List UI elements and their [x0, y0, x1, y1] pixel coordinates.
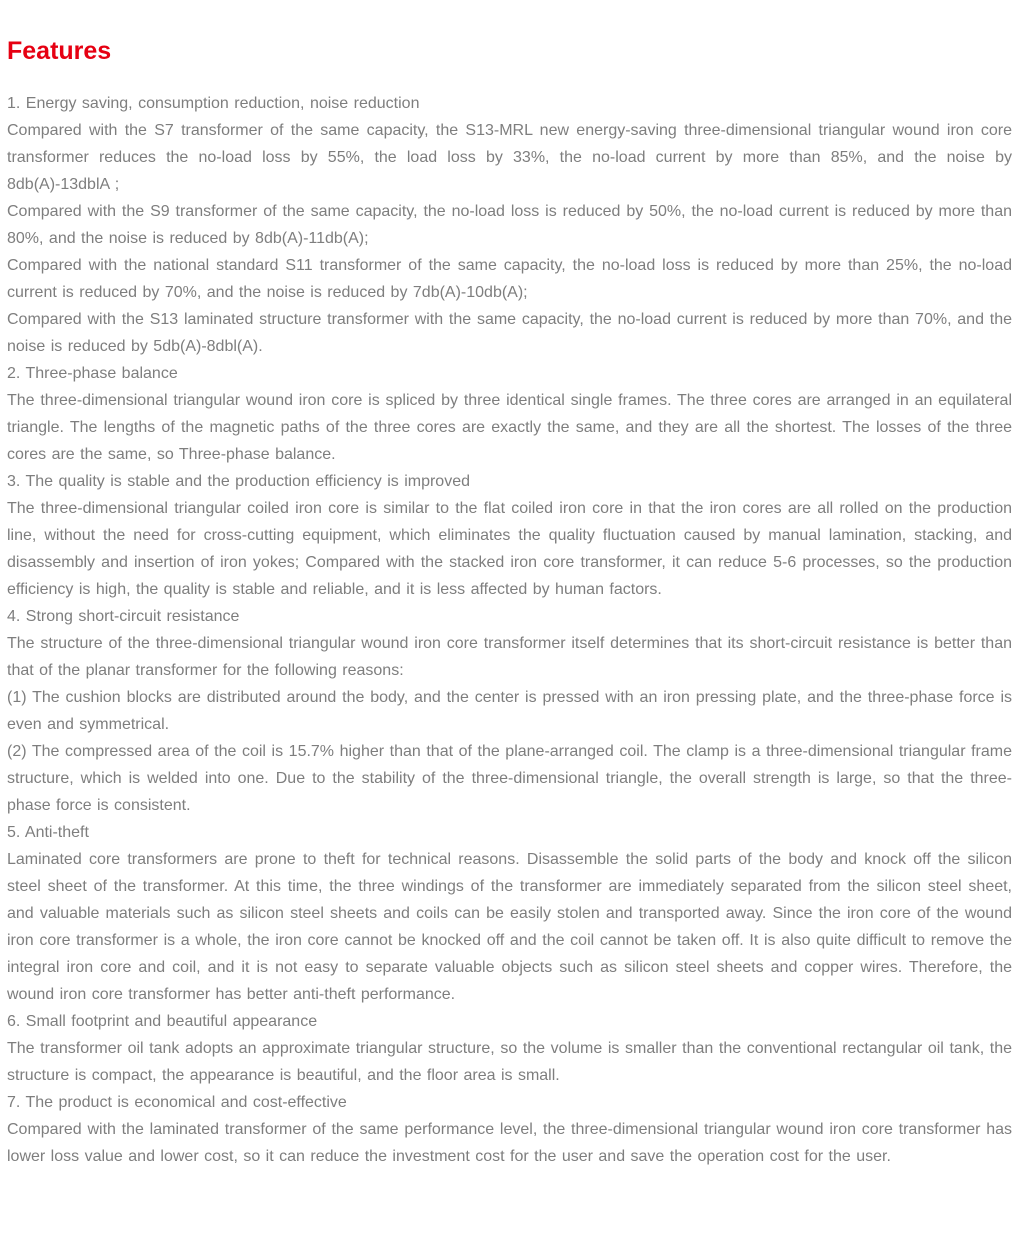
item-3-body: The three-dimensional triangular coiled iron core is similar to the flat coiled iron core in that the iron cores are all rolled on the production line, without the need for cross-cutting equipment, which eliminates the quality fluctuation caused by manual lamination, stacking, and disassembly and insertion of iron yokes; Compared with the stacked iron core transformer, it can reduce 5-6 processes, so the production efficiency is high, the quality is stable and reliable, and it is less affected by human factors. [7, 500, 1012, 598]
item-4-reason-2: (2) The compressed area of the coil is 15.7% higher than that of the plane-arranged coil. The clamp is a three-dimensional triangular frame structure, which is welded into one. Due to the stability of the three-dimensional triangle, the overall strength is large, so that the three-phase force is consistent. [7, 743, 1012, 814]
item-6-body: The transformer oil tank adopts an approximate triangular structure, so the volume is smaller than the conventional rectangular oil tank, the structure is compact, the appearance is beautiful, and the floor area is small. [7, 1040, 1012, 1084]
item-1-body-s9: Compared with the S9 transformer of the same capacity, the no-load loss is reduced by 50%, the no-load current is reduced by more than 80%, and the noise is reduced by 8db(A)-11db(A); [7, 203, 1012, 247]
page-title: Features [7, 37, 112, 65]
item-1-body-s13: Compared with the S13 laminated structure transformer with the same capacity, the no-load current is reduced by more than 70%, and the noise is reduced by 5db(A)-8dbl(A). [7, 311, 1012, 355]
item-7-body: Compared with the laminated transformer of the same performance level, the three-dimensional triangular wound iron core transformer has lower loss value and lower cost, so it can reduce the investment cost for the user and save the operation cost for the user. [7, 1121, 1012, 1165]
item-3-title: 3. The quality is stable and the production efficiency is improved [7, 473, 470, 490]
item-7-title: 7. The product is economical and cost-effective [7, 1094, 347, 1111]
item-2-body: The three-dimensional triangular wound iron core is spliced by three identical single frames. The three cores are arranged in an equilateral triangle. The lengths of the magnetic paths of the three cores are exactly the same, and they are all the shortest. The losses of the three cores are the same, so Three-phase balance. [7, 392, 1012, 463]
item-1-body-s7: Compared with the S7 transformer of the same capacity, the S13-MRL new energy-saving three-dimensional triangular wound iron core transformer reduces the no-load loss by 55%, the load loss by 33%, the no-load current by more than 85%, and the noise by 8db(A)-13dblA ; [7, 122, 1012, 193]
features-body [7, 90, 1012, 1170]
item-2-title: 2. Three-phase balance [7, 365, 178, 382]
item-4-body: The structure of the three-dimensional triangular wound iron core transformer itself determines that its short-circuit resistance is better than that of the planar transformer for the following reasons: [7, 635, 1012, 679]
item-5-body: Laminated core transformers are prone to theft for technical reasons. Disassemble the solid parts of the body and knock off the silicon steel sheet of the transformer. At this time, the three windings of the transformer are immediately separated from the silicon steel sheet, and valuable materials such as silicon steel sheets and coils can be easily stolen and transported away. Since the iron core of the wound iron core transformer is a whole, the iron core cannot be knocked off and the coil cannot be taken off. It is also quite difficult to remove the integral iron core and coil, and it is not easy to separate valuable objects such as silicon steel sheets and copper wires. Therefore, the wound iron core transformer has better anti-theft performance. [7, 851, 1012, 1003]
item-4-reason-1: (1) The cushion blocks are distributed around the body, and the center is pressed with an iron pressing plate, and the three-phase force is even and symmetrical. [7, 689, 1012, 733]
item-5-title: 5. Anti-theft [7, 824, 89, 841]
item-6-title: 6. Small footprint and beautiful appearance [7, 1013, 318, 1030]
item-4-title: 4. Strong short-circuit resistance [7, 608, 240, 625]
item-1-body-s11: Compared with the national standard S11 transformer of the same capacity, the no-load loss is reduced by more than 25%, the no-load current is reduced by 70%, and the noise is reduced by 7db(A)-10db(A); [7, 257, 1012, 301]
item-1-title: 1. Energy saving, consumption reduction, noise reduction [7, 95, 420, 112]
